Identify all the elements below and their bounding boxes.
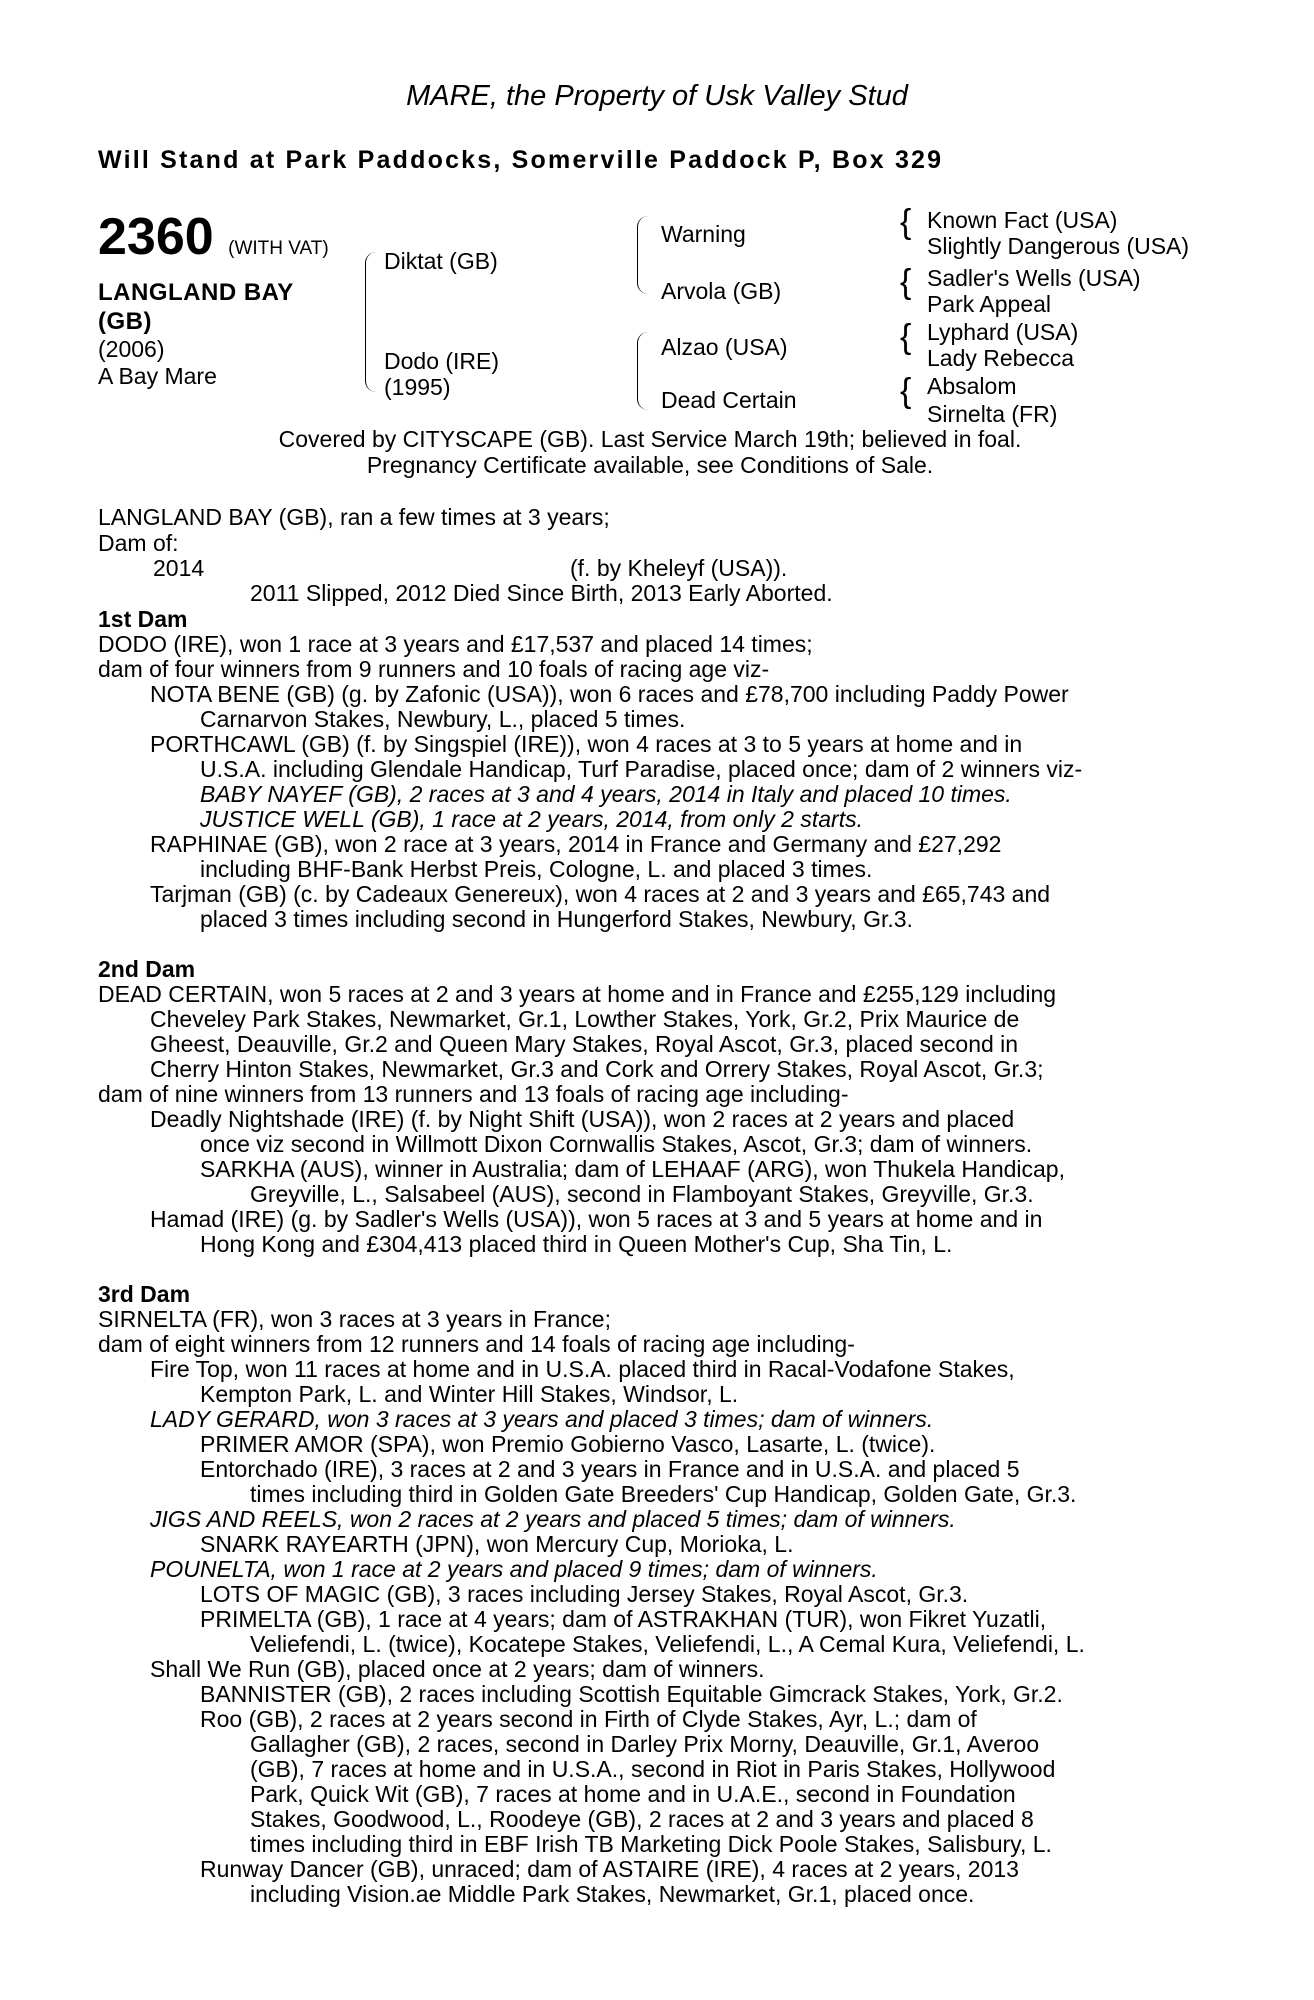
raph-line-1: RAPHINAE (GB), won 2 race at 3 years, 2014 in France and Germany and £27,292 bbox=[150, 831, 1002, 857]
roo-line-1: Roo (GB), 2 races at 2 years second in Firth of Clyde Stakes, Ayr, L.; dam of bbox=[200, 1706, 977, 1732]
fire-line-2: Kempton Park, L. and Winter Hill Stakes, Windsor, L. bbox=[200, 1381, 739, 1407]
ped-dd: Dead Certain bbox=[661, 387, 797, 413]
roo-line-4: Park, Quick Wit (GB), 7 races at home and in U.A.E., second in Foundation bbox=[250, 1781, 1016, 1807]
ped-dam: Dodo (IRE) bbox=[384, 348, 500, 374]
roo-line-2: Gallagher (GB), 2 races, second in Darley Prix Morny, Deauville, Gr.1, Averoo bbox=[250, 1731, 1040, 1757]
ped-ss: Warning bbox=[661, 221, 746, 247]
vat-label: (WITH VAT) bbox=[228, 238, 329, 259]
jigs-line: JIGS AND REELS, won 2 races at 2 years and placed 5 times; dam of winners. bbox=[150, 1506, 956, 1532]
first-dam-line-1: DODO (IRE), won 1 race at 3 years and £17,537 and placed 14 times; bbox=[98, 631, 813, 657]
justice-line: JUSTICE WELL (GB), 1 race at 2 years, 2014, from only 2 starts. bbox=[200, 806, 863, 832]
primer-line: PRIMER AMOR (SPA), won Premio Gobierno Vasco, Lasarte, L. (twice). bbox=[200, 1431, 936, 1457]
ped-sire: Diktat (GB) bbox=[384, 248, 498, 274]
runway-line-2: including Vision.ae Middle Park Stakes, Newmarket, Gr.1, placed once. bbox=[250, 1881, 975, 1907]
porth-line-1: PORTHCAWL (GB) (f. by Singspiel (IRE)), won 4 races at 3 to 5 years at home and in bbox=[150, 731, 1023, 757]
shall-line: Shall We Run (GB), placed once at 2 years; dam of winners. bbox=[150, 1656, 765, 1682]
brace-dam bbox=[637, 332, 648, 410]
primelta-line-2: Veliefendi, L. (twice), Kocatepe Stakes, Veliefendi, L., A Cemal Kura, Veliefendi, L. bbox=[250, 1631, 1085, 1657]
pounelta-line: POUNELTA, won 1 race at 2 years and placed 9 times; dam of winners. bbox=[150, 1556, 878, 1582]
ped-sd: Arvola (GB) bbox=[661, 278, 782, 304]
primelta-line-1: PRIMELTA (GB), 1 race at 4 years; dam of ASTRAKHAN (TUR), won Fikret Yuzatli, bbox=[200, 1606, 1047, 1632]
baby-line: BABY NAYEF (GB), 2 races at 3 and 4 years, 2014 in Italy and placed 10 times. bbox=[200, 781, 1012, 807]
ped-dsd: Lady Rebecca bbox=[927, 345, 1075, 371]
produce-foal: (f. by Kheleyf (USA)). bbox=[570, 555, 788, 581]
runway-line-1: Runway Dancer (GB), unraced; dam of ASTAIRE (IRE), 4 races at 2 years, 2013 bbox=[200, 1856, 1019, 1882]
produce-intro: LANGLAND BAY (GB), ran a few times at 3 years; bbox=[98, 504, 610, 530]
second-dam-line-5: dam of nine winners from 13 runners and 13 foals of racing age including- bbox=[98, 1081, 849, 1107]
ped-ssd: Slightly Dangerous (USA) bbox=[927, 233, 1190, 259]
lot-description: A Bay Mare bbox=[98, 363, 217, 389]
nota-line-1: NOTA BENE (GB) (g. by Zafonic (USA)), won 6 races and £78,700 including Paddy Power bbox=[150, 681, 1069, 707]
sarkha-line-1: SARKHA (AUS), winner in Australia; dam of LEHAAF (ARG), won Thukela Handicap, bbox=[200, 1156, 1065, 1182]
lot-number-row bbox=[98, 208, 358, 278]
page-title: MARE, the Property of Usk Valley Stud bbox=[406, 80, 908, 112]
hamad-line-1: Hamad (IRE) (g. by Sadler's Wells (USA)), won 5 races at 3 and 5 years at home and in bbox=[150, 1206, 1043, 1232]
produce-year: 2014 bbox=[153, 555, 205, 581]
ent-line-2: times including third in Golden Gate Breeders' Cup Handicap, Golden Gate, Gr.3. bbox=[250, 1481, 1077, 1507]
roo-line-5: Stakes, Goodwood, L., Roodeye (GB), 2 races at 2 and 3 years and placed 8 bbox=[250, 1806, 1034, 1832]
second-dam-line-2: Cheveley Park Stakes, Newmarket, Gr.1, Lowther Stakes, York, Gr.2, Prix Maurice de bbox=[150, 1006, 1020, 1032]
third-dam-heading: 3rd Dam bbox=[98, 1281, 191, 1307]
brace-parents bbox=[365, 252, 376, 392]
lot-block bbox=[98, 208, 358, 390]
ped-ds: Alzao (USA) bbox=[661, 334, 788, 360]
ped-sds: Sadler's Wells (USA) bbox=[927, 265, 1141, 291]
tarj-line-2: placed 3 times including second in Hungerford Stakes, Newbury, Gr.3. bbox=[200, 906, 913, 932]
fire-line-1: Fire Top, won 11 races at home and in U.S.A. placed third in Racal-Vodafone Stakes, bbox=[150, 1356, 1015, 1382]
bannister-line: BANNISTER (GB), 2 races including Scottish Equitable Gimcrack Stakes, York, Gr.2. bbox=[200, 1681, 1063, 1707]
ped-dds: Absalom bbox=[927, 373, 1017, 399]
second-dam-line-4: Cherry Hinton Stakes, Newmarket, Gr.3 and Cork and Orrery Stakes, Royal Ascot, Gr.3; bbox=[150, 1056, 1044, 1082]
brace-sire bbox=[637, 216, 648, 294]
covered-line-1: Covered by CITYSCAPE (GB). Last Service March 19th; believed in foal. bbox=[278, 426, 1022, 452]
covered-line-2: Pregnancy Certificate available, see Conditions of Sale. bbox=[366, 452, 934, 478]
second-dam-heading: 2nd Dam bbox=[98, 956, 196, 982]
third-dam-line-2: dam of eight winners from 12 runners and 14 foals of racing age including- bbox=[98, 1331, 855, 1357]
porth-line-2: U.S.A. including Glendale Handicap, Turf Paradise, placed once; dam of 2 winners viz- bbox=[200, 756, 1083, 782]
lot-name-2: (GB) bbox=[98, 308, 152, 335]
ped-dss: Lyphard (USA) bbox=[927, 319, 1079, 345]
tarj-line-1: Tarjman (GB) (c. by Cadeaux Genereux), won 4 races at 2 and 3 years and £65,743 and bbox=[150, 881, 1051, 907]
nota-line-2: Carnarvon Stakes, Newbury, L., placed 5 times. bbox=[200, 706, 686, 732]
produce-damof: Dam of: bbox=[98, 530, 179, 556]
lady-line: LADY GERARD, won 3 races at 3 years and placed 3 times; dam of winners. bbox=[150, 1406, 934, 1432]
lots-line: LOTS OF MAGIC (GB), 3 races including Jersey Stakes, Royal Ascot, Gr.3. bbox=[200, 1581, 969, 1607]
snark-line: SNARK RAYEARTH (JPN), won Mercury Cup, Morioka, L. bbox=[200, 1531, 794, 1557]
ped-sss: Known Fact (USA) bbox=[927, 207, 1118, 233]
second-dam-line-1: DEAD CERTAIN, won 5 races at 2 and 3 years at home and in France and £255,129 including bbox=[98, 981, 1057, 1007]
first-dam-heading: 1st Dam bbox=[98, 606, 188, 632]
dn-line-2: once viz second in Willmott Dixon Cornwallis Stakes, Ascot, Gr.3; dam of winners. bbox=[200, 1131, 1033, 1157]
ped-sdd: Park Appeal bbox=[927, 291, 1052, 317]
lot-year: (2006) bbox=[98, 336, 165, 362]
raph-line-2: including BHF-Bank Herbst Preis, Cologne, L. and placed 3 times. bbox=[200, 856, 873, 882]
first-dam-line-2: dam of four winners from 9 runners and 10 foals of racing age viz- bbox=[98, 656, 770, 682]
ped-ddd: Sirnelta (FR) bbox=[927, 401, 1058, 427]
hamad-line-2: Hong Kong and £304,413 placed third in Queen Mother's Cup, Sha Tin, L. bbox=[200, 1231, 953, 1257]
lot-number: 2360 bbox=[98, 208, 214, 266]
sarkha-line-2: Greyville, L., Salsabeel (AUS), second in Flamboyant Stakes, Greyville, Gr.3. bbox=[250, 1181, 1034, 1207]
lot-name-1: LANGLAND BAY bbox=[98, 279, 294, 306]
second-dam-line-3: Gheest, Deauville, Gr.2 and Queen Mary Stakes, Royal Ascot, Gr.3, placed second in bbox=[150, 1031, 1019, 1057]
roo-line-6: times including third in EBF Irish TB Marketing Dick Poole Stakes, Salisbury, L. bbox=[250, 1831, 1052, 1857]
third-dam-line-1: SIRNELTA (FR), won 3 races at 3 years in France; bbox=[98, 1306, 611, 1332]
dn-line-1: Deadly Nightshade (IRE) (f. by Night Shift (USA)), won 2 races at 2 years and placed bbox=[150, 1106, 1015, 1132]
ped-dam-year: (1995) bbox=[384, 374, 451, 400]
produce-note: 2011 Slipped, 2012 Died Since Birth, 2013 Early Aborted. bbox=[250, 580, 833, 606]
roo-line-3: (GB), 7 races at home and in U.S.A., second in Riot in Paris Stakes, Hollywood bbox=[250, 1756, 1056, 1782]
page-subtitle: Will Stand at Park Paddocks, Somerville Paddock P, Box 329 bbox=[98, 146, 944, 174]
ent-line-1: Entorchado (IRE), 3 races at 2 and 3 years in France and in U.S.A. and placed 5 bbox=[200, 1456, 1020, 1482]
